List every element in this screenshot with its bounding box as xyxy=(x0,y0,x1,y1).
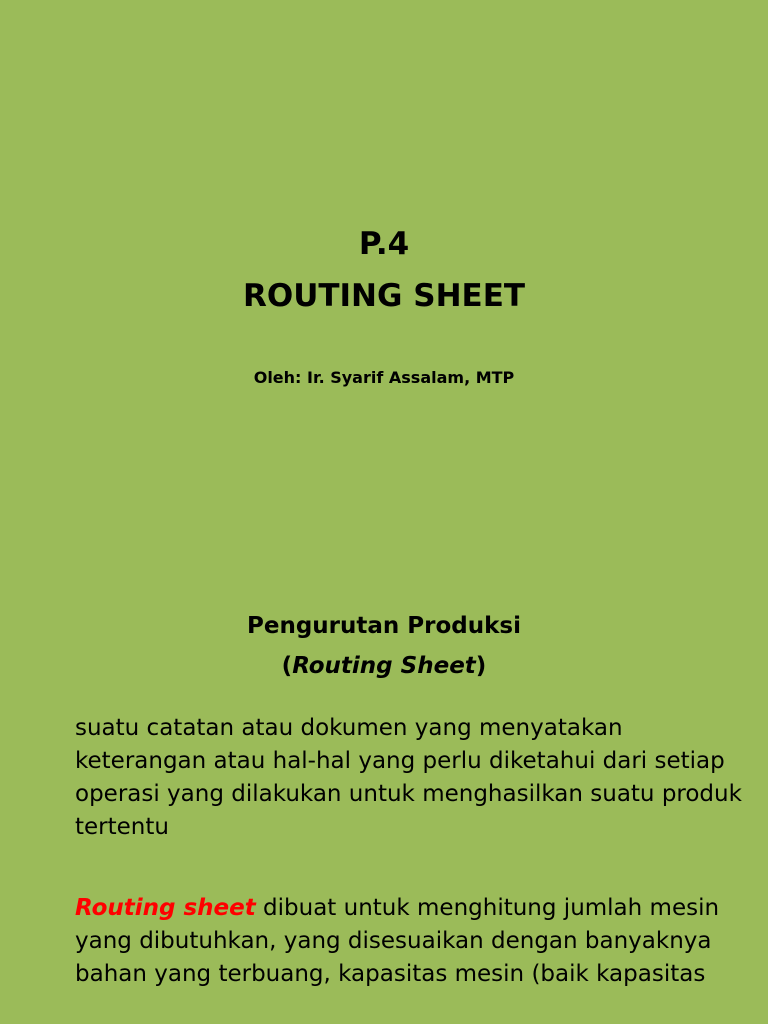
slide-title-text: ROUTING SHEET xyxy=(242,278,526,314)
heading-italic: Routing Sheet xyxy=(292,653,476,679)
heading-subtitle xyxy=(0,646,768,686)
title-block xyxy=(0,218,768,322)
purpose-text: dibuat untuk menghitung jumlah mesin yang dibutuhkan, yang disesuaikan dengan banyaknya bahan yang terbuang, kapasitas mesin (baik kapasitas xyxy=(75,895,720,987)
purpose-paragraph xyxy=(75,892,745,991)
slide-number: P.4 xyxy=(358,226,410,262)
content-heading xyxy=(0,606,768,686)
author-line: Oleh: Ir. Syarif Assalam, MTP xyxy=(253,368,515,387)
definition-paragraph: suatu catatan atau dokumen yang menyatakan keterangan atau hal-hal yang perlu diketahui dari setiap operasi yang dilakukan untuk menghasilkan suatu produk tertentu xyxy=(75,715,742,840)
heading-main: Pengurutan Produksi xyxy=(247,613,521,639)
slide-content xyxy=(0,576,768,1024)
routing-sheet-highlight: Routing sheet xyxy=(75,895,256,921)
heading-open-paren: ( xyxy=(281,653,293,679)
heading-close-paren: ) xyxy=(475,653,487,679)
